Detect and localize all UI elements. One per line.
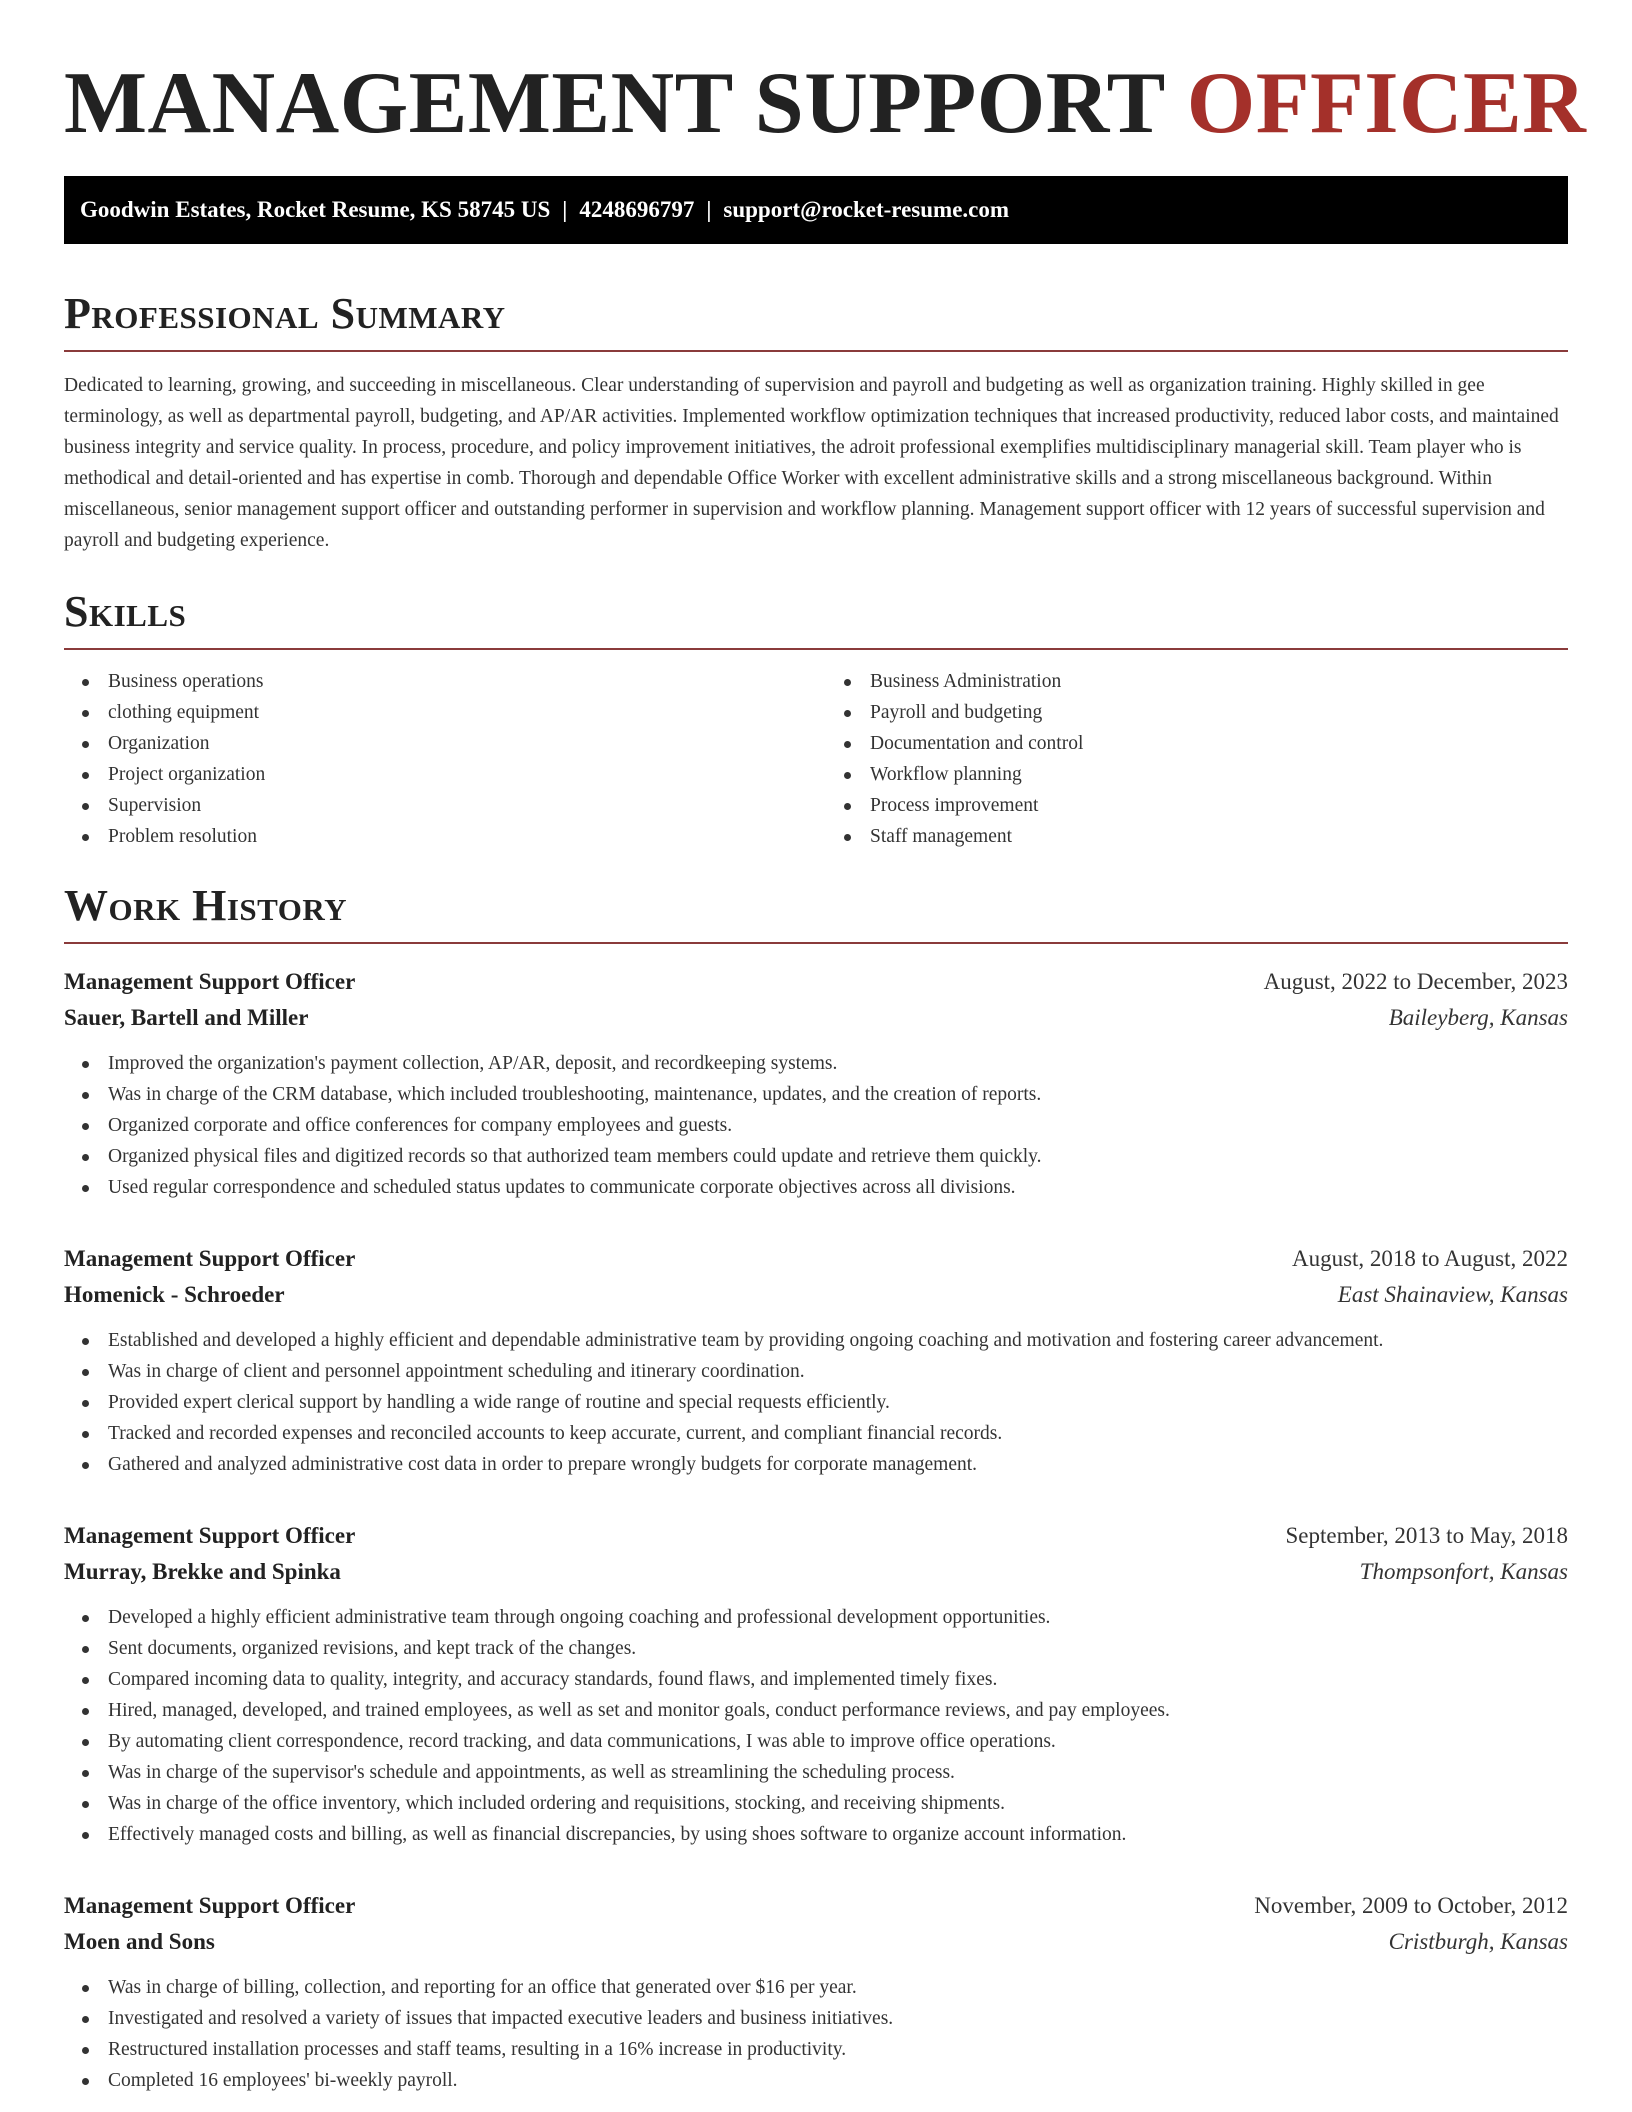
skills-grid: [64, 666, 1568, 852]
job-company-row: [64, 1554, 1568, 1590]
section-divider: [64, 350, 1568, 352]
skill-item: Business Administration: [870, 666, 1568, 697]
job-location: Baileyberg, Kansas: [1388, 1005, 1568, 1030]
title-main: MANAGEMENT SUPPORT: [64, 55, 1165, 152]
skill-item: Process improvement: [870, 790, 1568, 821]
job-bullets: [64, 1048, 1568, 1203]
job-title: Management Support Officer: [64, 1246, 356, 1271]
skill-item: Project organization: [108, 759, 806, 790]
job-bullet: Tracked and recorded expenses and reconciled accounts to keep accurate, current, and compliant financial records.: [108, 1418, 1568, 1449]
contact-email: support@rocket-resume.com: [723, 197, 1010, 222]
summary-section: [64, 288, 1568, 556]
job-bullets: [64, 1972, 1568, 2096]
job-company: Murray, Brekke and Spinka: [64, 1559, 341, 1584]
job-bullet: Hired, managed, developed, and trained employees, as well as set and monitor goals, conduct performance reviews, and pay employees.: [108, 1695, 1568, 1726]
job-bullet: Was in charge of the office inventory, which included ordering and requisitions, stocking, and receiving shipments.: [108, 1788, 1568, 1819]
job-bullet: Organized physical files and digitized records so that authorized team members could update and retrieve them quickly.: [108, 1141, 1568, 1172]
job-company-row: [64, 1924, 1568, 1960]
skill-item: Supervision: [108, 790, 806, 821]
job-bullet: Effectively managed costs and billing, as well as financial discrepancies, by using shoes software to organize account information.: [108, 1819, 1568, 1850]
skills-list-right: [826, 666, 1568, 852]
contact-phone: 4248696797: [579, 197, 695, 222]
skills-section: [64, 586, 1568, 852]
job-header-row: [64, 1241, 1568, 1277]
skill-item: Problem resolution: [108, 821, 806, 852]
job-header-row: [64, 1518, 1568, 1554]
job-entry: [64, 1241, 1568, 1480]
work-history-heading: Work History: [64, 881, 348, 930]
summary-text: Dedicated to learning, growing, and succeeding in miscellaneous. Clear understanding of supervision and payroll and budgeting as well as organization training. Highly skilled in gee terminology, as well as departmental payroll, budgeting, and AP/AR activities. Implemented workflow optimization techniques that increased productivity, reduced labor costs, and maintained business integrity and service quality. In process, procedure, and policy improvement initiatives, the adroit professional exemplifies multidisciplinary managerial skill. Team player who is methodical and detail-oriented and has expertise in comb. Thorough and dependable Office Worker with excellent administrative skills and a strong miscellaneous background. Within miscellaneous, senior management support officer and outstanding performer in supervision and workflow planning. Management support officer with 12 years of successful supervision and payroll and budgeting experience.: [64, 375, 1559, 551]
job-entry: [64, 964, 1568, 1203]
skill-item: Documentation and control: [870, 728, 1568, 759]
job-company-row: [64, 1000, 1568, 1036]
job-entry: [64, 1888, 1568, 2096]
job-bullet: Gathered and analyzed administrative cost data in order to prepare wrongly budgets for corporate management.: [108, 1449, 1568, 1480]
job-bullet: Improved the organization's payment collection, AP/AR, deposit, and recordkeeping systems.: [108, 1048, 1568, 1079]
job-bullet: Investigated and resolved a variety of issues that impacted executive leaders and business initiatives.: [108, 2003, 1568, 2034]
job-bullet: Developed a highly efficient administrative team through ongoing coaching and professional development opportunities.: [108, 1602, 1568, 1633]
job-location: East Shainaview, Kansas: [1337, 1282, 1568, 1307]
title-accent: OFFICER: [1186, 55, 1587, 152]
job-dates: November, 2009 to October, 2012: [1254, 1893, 1568, 1918]
skill-item: Staff management: [870, 821, 1568, 852]
skill-item: Business operations: [108, 666, 806, 697]
job-dates: September, 2013 to May, 2018: [1285, 1523, 1568, 1548]
skill-item: Workflow planning: [870, 759, 1568, 790]
job-header-row: [64, 1888, 1568, 1924]
job-header-row: [64, 964, 1568, 1000]
job-dates: August, 2018 to August, 2022: [1291, 1246, 1568, 1271]
job-bullet: Provided expert clerical support by handling a wide range of routine and special requests efficiently.: [108, 1387, 1568, 1418]
job-title: Management Support Officer: [64, 1523, 356, 1548]
skill-item: Organization: [108, 728, 806, 759]
job-bullet: Organized corporate and office conferences for company employees and guests.: [108, 1110, 1568, 1141]
skill-item: clothing equipment: [108, 697, 806, 728]
job-bullet: Was in charge of billing, collection, and reporting for an office that generated over $16 per year.: [108, 1972, 1568, 2003]
job-location: Cristburgh, Kansas: [1388, 1929, 1568, 1954]
job-bullet: Was in charge of client and personnel appointment scheduling and itinerary coordination.: [108, 1356, 1568, 1387]
job-bullet: By automating client correspondence, record tracking, and data communications, I was able to improve office operations.: [108, 1726, 1568, 1757]
job-company-row: [64, 1277, 1568, 1313]
contact-address: Goodwin Estates, Rocket Resume, KS 58745 US: [80, 197, 551, 222]
job-location: Thompsonfort, Kansas: [1359, 1559, 1568, 1584]
section-divider: [64, 942, 1568, 944]
job-bullet: Was in charge of the supervisor's schedule and appointments, as well as streamlining the scheduling process.: [108, 1757, 1568, 1788]
job-bullet: Used regular correspondence and scheduled status updates to communicate corporate objectives across all divisions.: [108, 1172, 1568, 1203]
job-dates: August, 2022 to December, 2023: [1263, 969, 1568, 994]
work-history-section: [64, 880, 1568, 2096]
job-title: Management Support Officer: [64, 1893, 356, 1918]
job-entry: [64, 1518, 1568, 1850]
skills-heading: Skills: [64, 587, 187, 636]
contact-separator: |: [706, 197, 712, 222]
contact-bar: [64, 176, 1568, 244]
section-divider: [64, 648, 1568, 650]
job-bullet: Sent documents, organized revisions, and kept track of the changes.: [108, 1633, 1568, 1664]
job-bullet: Established and developed a highly efficient and dependable administrative team by providing ongoing coaching and motivation and fostering career advancement.: [108, 1325, 1568, 1356]
job-bullets: [64, 1325, 1568, 1480]
contact-separator: |: [562, 197, 568, 222]
job-company: Homenick - Schroeder: [64, 1282, 285, 1307]
job-bullets: [64, 1602, 1568, 1850]
summary-heading: Professional Summary: [64, 289, 506, 338]
job-bullet: Completed 16 employees' bi-weekly payroll.: [108, 2065, 1568, 2096]
job-bullet: Was in charge of the CRM database, which included troubleshooting, maintenance, updates, and the creation of reports.: [108, 1079, 1568, 1110]
job-company: Moen and Sons: [64, 1929, 215, 1954]
job-bullet: Compared incoming data to quality, integrity, and accuracy standards, found flaws, and implemented timely fixes.: [108, 1664, 1568, 1695]
job-bullet: Restructured installation processes and staff teams, resulting in a 16% increase in productivity.: [108, 2034, 1568, 2065]
resume-title: [64, 54, 1587, 154]
skill-item: Payroll and budgeting: [870, 697, 1568, 728]
skills-list-left: [64, 666, 806, 852]
job-title: Management Support Officer: [64, 969, 356, 994]
job-company: Sauer, Bartell and Miller: [64, 1005, 309, 1030]
